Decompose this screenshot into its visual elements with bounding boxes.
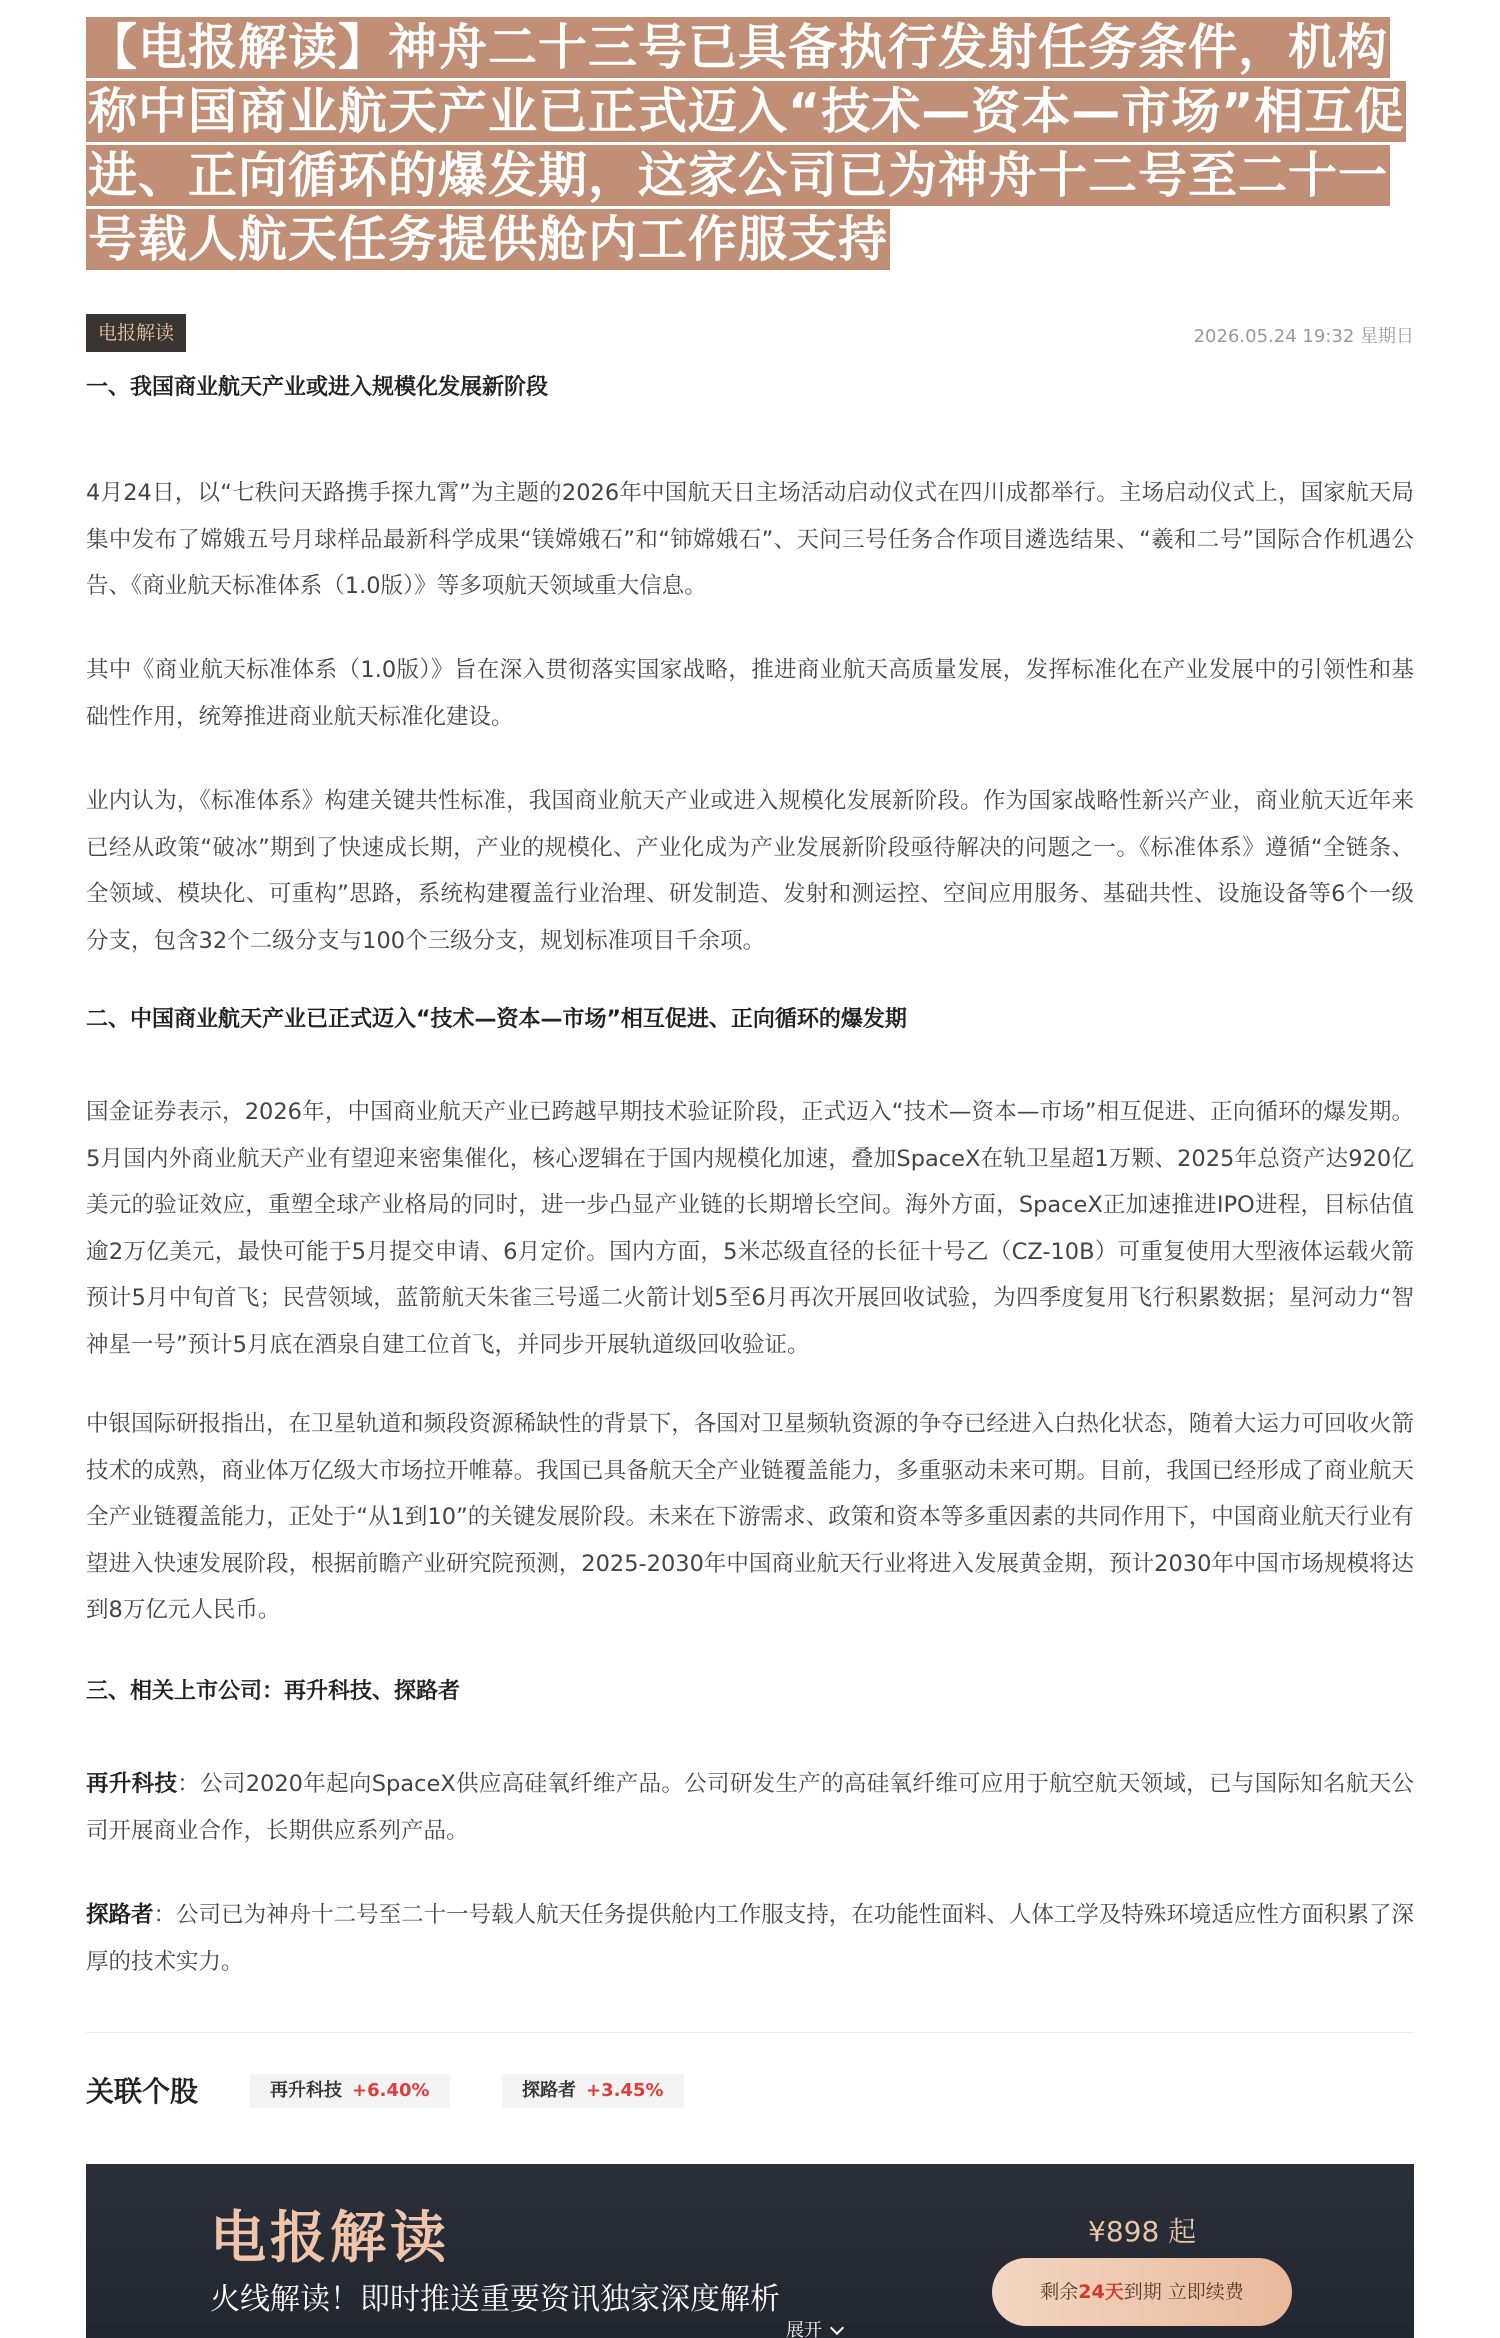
subscription-banner — [86, 2164, 1414, 2338]
article-title-block — [86, 16, 1414, 272]
section-heading-2: 二、中国商业航天产业已正式迈入“技术—资本—市场”相互促进、正向循环的爆发期 — [86, 1007, 907, 1032]
stock-name: 再升科技 — [270, 2080, 342, 2101]
paragraph-5: 中银国际研报指出，在卫星轨道和频段资源稀缺性的背景下，各国对卫星频轨资源的争夺已经进入白热化状态，随着大运力可回收火箭技术的成熟，商业体万亿级大市场拉开帷幕。我国已具备航天全产业链覆盖能力，多重驱动未来可期。目前，我国已经形成了商业航天全产业链覆盖能力，正处于“从1到10”的关键发展阶段。未来在下游需求、政策和资本等多重因素的共同作用下，中国商业航天行业有望进入快速发展阶段，根据前瞻产业研究院预测，2025-2030年中国商业航天行业将进入发展黄金期，预计2030年中国市场规模将达到8万亿元人民币。 — [86, 1411, 1414, 1623]
section-divider — [86, 2032, 1414, 2033]
company-desc: 公司已为神舟十二号至二十一号载人航天任务提供舱内工作服支持，在功能性面料、人体工学及特殊环境适应性方面积累了深厚的技术实力。 — [86, 1902, 1414, 1975]
banner-subtitle: 火线解读！即时推送重要资讯独家深度解析 — [210, 2282, 780, 2317]
stock-change: +3.45% — [586, 2080, 664, 2101]
category-tag[interactable]: 电报解读 — [86, 314, 186, 352]
banner-price: ¥898 起 — [1088, 2215, 1197, 2248]
renew-suffix: 到期 立即续费 — [1123, 2281, 1244, 2303]
section-heading-1: 一、我国商业航天产业或进入规模化发展新阶段 — [86, 375, 549, 400]
stock-name: 探路者 — [522, 2080, 576, 2101]
renew-button[interactable] — [992, 2258, 1292, 2326]
publish-datetime: 2026.05.24 19:32 星期日 — [1193, 326, 1414, 347]
stock-chip[interactable] — [502, 2074, 684, 2108]
related-stocks-title: 关联个股 — [86, 2075, 199, 2108]
article-meta — [86, 314, 1414, 354]
company-paragraph-2 — [86, 1892, 1414, 1985]
company-desc: 公司2020年起向SpaceX供应高硅氧纤维产品。公司研发生产的高硅氧纤维可应用于航空航天领域，已与国际知名航天公司开展商业合作，长期供应系列产品。 — [86, 1771, 1414, 1844]
paragraph-3: 业内认为，《标准体系》构建关键共性标准，我国商业航天产业或进入规模化发展新阶段。作为国家战略性新兴产业，商业航天近年来已经从政策“破冰”期到了快速成长期，产业的规模化、产业化成为产业发展新阶段亟待解决的问题之一。《标准体系》遵循“全链条、全领域、模块化、可重构”思路，系统构建覆盖行业治理、研发制造、发射和测运控、空间应用服务、基础共性、设施设备等6个一级分支，包含32个二级分支与100个三级分支，规划标准项目千余项。 — [86, 788, 1414, 954]
renew-prefix: 剩余 — [1040, 2281, 1079, 2303]
company-name: 再升科技 — [86, 1771, 178, 1797]
company-sep: ： — [177, 1771, 201, 1797]
expand-toggle[interactable] — [786, 2316, 842, 2338]
article-title: 【电报解读】神舟二十三号已具备执行发射任务条件，机构称中国商业航天产业已正式迈入“技术—资本—市场”相互促进、正向循环的爆发期，这家公司已为神舟十二号至二十一号载人航天任务提供舱内工作服支持 — [88, 19, 1405, 268]
chevron-down-icon — [830, 2321, 844, 2335]
paragraph-2: 其中《商业航天标准体系（1.0版）》旨在深入贯彻落实国家战略，推进商业航天高质量发展，发挥标准化在产业发展中的引领性和基础性作用，统筹推进商业航天标准化建设。 — [86, 657, 1414, 730]
paragraph-1: 4月24日，以“七秩问天路携手探九霄”为主题的2026年中国航天日主场活动启动仪式在四川成都举行。主场启动仪式上，国家航天局集中发布了嫦娥五号月球样品最新科学成果“镁嫦娥石”和“铈嫦娥石”、天问三号任务合作项目遴选结果、“羲和二号”国际合作机遇公告、《商业航天标准体系（1.0版）》等多项航天领域重大信息。 — [86, 480, 1414, 599]
expand-label: 展开 — [786, 2320, 822, 2338]
company-paragraph-1 — [86, 1761, 1414, 1854]
renew-days: 24天 — [1078, 2281, 1124, 2303]
company-sep: ： — [153, 1902, 177, 1928]
paragraph-4: 国金证券表示，2026年，中国商业航天产业已跨越早期技术验证阶段，正式迈入“技术—资本—市场”相互促进、正向循环的爆发期。5月国内外商业航天产业有望迎来密集催化，核心逻辑在于国内规模化加速，叠加SpaceX在轨卫星超1万颗、2025年总资产达920亿美元的验证效应，重塑全球产业格局的同时，进一步凸显产业链的长期增长空间。海外方面，SpaceX正加速推进IPO进程，目标估值逾2万亿美元，最快可能于5月提交申请、6月定价。国内方面，5米芯级直径的长征十号乙（CZ-10B）可重复使用大型液体运载火箭预计5月中旬首飞；民营领域，蓝箭航天朱雀三号遥二火箭计划5至6月再次开展回收试验，为四季度复用飞行积累数据；星河动力“智神星一号”预计5月底在酒泉自建工位首飞，并同步开展轨道级回收验证。 — [86, 1099, 1414, 1358]
banner-title: 电报解读 — [210, 2206, 450, 2271]
stock-chip[interactable] — [250, 2074, 450, 2108]
related-stocks — [86, 2068, 1414, 2112]
section-heading-3: 三、相关上市公司：再升科技、探路者 — [86, 1679, 461, 1704]
company-name: 探路者 — [86, 1902, 154, 1928]
stock-change: +6.40% — [352, 2080, 430, 2101]
